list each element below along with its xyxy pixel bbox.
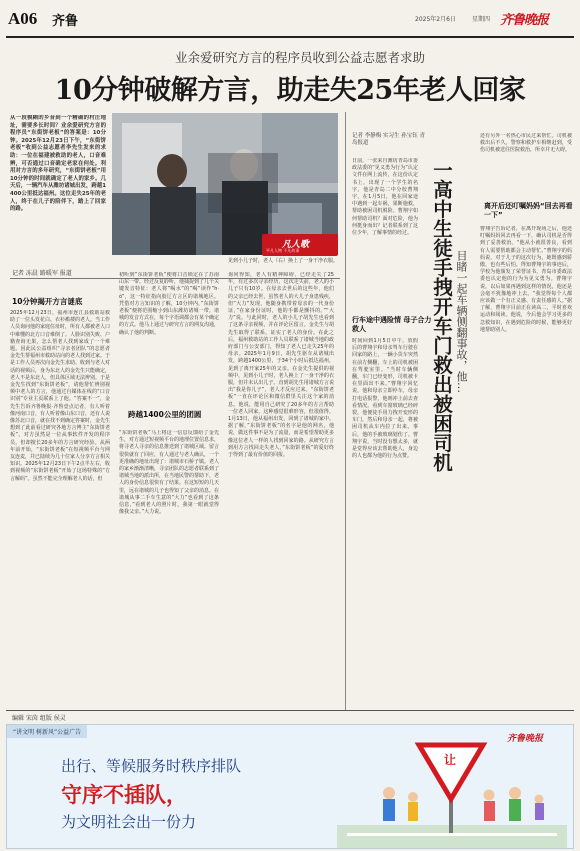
story-col-2a: 初听到”东街饼老板”便将口音锁定在了苏南山东一带。经过反复聆听，他捕捉到了几个关键发音特征：老人将”喝水”的”喝”读作”h·ò”，这一特征指向胶辽方言区的诸城地区。凭借对方言知识的了解，10分钟内，”东街饼老板”便将范围缩小到山东潍坊诸城一带。诸城的发音方式在，每个字语调都会有某个确定的方式。他马上通过与研究方言的网友沟通，确认了他的判断。 bbox=[119, 272, 219, 336]
photo-caption: 见到小儿子时，老人（右）换上了一身干净衣服。 bbox=[227, 258, 338, 264]
story-lede: 从一段模糊的乡音到一个精确的村庄地址，需要多长时间？业余爱研究方言的程序员“东街饼老板”的答案是：10分钟。2025年12月23日下午，“东街饼老板”收到公益志愿者李先生发来的求助：一位在福建被救助的老人，口音难辨，可否通过口音确定老家在何处。利用对方言的多年研究，“东街饼老板”用10分钟的时间就确定了老人的家乡。几天后，一辆汽车从潍坊诸城出发，跨越1400公里抵达福州。这位走失25年的老人，终于在儿子的陪伴下，踏上了回家的路。 bbox=[10, 115, 106, 213]
story-col-3: 询问得知，老人有精神障碍，已经走失了25年，有过多次寻亲经历，这次走失前，老人的小儿子只有10岁。在母亲去世后的这些年，他们的父亲已经去世，虽然老人的大儿子身患残疾，但”大力”发现，他随身携带着母亲的一代身份证，”在家身份证时，他的手都是颤抖的。”“大力”说。与此同时，老人的小儿子胡先生也看到了这条寻亲视频，并在评论区留言。金先生与胡先生取得了联系，证实了老人的身份。在此之后，福州救助站的工作人员联系了诸城当地的政府部门与公安部门，得知了老人已走失25年的母亲。2025年1月9日，胡先生驱车从诸城出发，跨越1400公里，于34个小时后抵达福州，见到了离开家25年的父亲。在金先生提供的视频中，见到小儿子时，老人换上了一身干净的衣服，但并未认出儿子。直到胡先生用诸城方言说出”我是你儿子”，老人才反应过来。“东街饼老板”一直在评论区和微信群里关注这个家的消息。他说，能用自己研究了20多年的方言帮助一位老人回家，这种感觉很难形容，但很值得。1月13日，他从福州出发，回到了诸城的家中。据了解，”东街饼老板”的名字是他的网名，他说，做这件事不是为了流量，而是希望帮助更多像这位老人一样的人找到回家的路。从研究方言到用方言找回走失老人，”东街饼老板”的爱好终于得到了最有价值的回报。 bbox=[228, 272, 334, 459]
yield-sign-text: 让 bbox=[444, 753, 457, 767]
story2-col-3: 还有另外一名热心市民过来帮忙。司机被救出后不久，警察和救护车相继赶到，受伤司机被送往医院救治，所幸并无大碍。 bbox=[480, 133, 572, 154]
story2-subhead-2: 离开后还叮嘱妈妈“回去再看一下” bbox=[484, 202, 573, 219]
feature-badge-label: 凡人歌 bbox=[282, 240, 310, 250]
psa-logo: 齐鲁晚报 bbox=[507, 734, 544, 744]
subhead-1: 10分钟揭开方言谜底 bbox=[12, 297, 83, 306]
feature-badge-sub: 平凡人物 不凡故事 bbox=[266, 248, 300, 253]
feature-badge bbox=[262, 234, 338, 256]
psa-illustration bbox=[337, 733, 567, 848]
story2-byline: 记者 李静梅 实习生 孙宝钰 青岛报道 bbox=[352, 133, 425, 146]
page-header bbox=[0, 0, 580, 38]
issue-weekday: 星期四 bbox=[472, 16, 491, 23]
psa-line-2: 守序不插队， bbox=[61, 783, 187, 807]
footer-rule bbox=[6, 710, 574, 711]
story-kicker: 业余爱研究方言的程序员收到公益志愿者求助 bbox=[174, 50, 425, 65]
story2-col-3b: 曹翔宇告诉记者，在离开现场之后，他还叮嘱妈妈回去再看一下，确认司机是否得到了妥善救治。“他从小就很善良，看到有人需要帮助都会主动帮忙。”曹翔宇的妈妈说，对于儿子的这次行为，她既感到骄傲，也有些后怕。得知曹翔宇的事迹后，学校为他颁发了荣誉证书，青岛市委政法委也认定他的行为为见义勇为。曹翔宇说，以后如果再遇到这样的情况，他还是会毫不犹豫地冲上去。“我觉得每个人都应该做一个有正义感、有责任感的人。”据了解，曹翔宇目前正在读高二，平时喜欢运动和阅读。他说，今后他会学习更多的急救知识，在遇到危险的时候，能够更好地帮助别人。 bbox=[480, 226, 572, 333]
issue-date: 2025年2月6日 bbox=[415, 16, 456, 23]
psa-line-3: 为文明社会出一份力 bbox=[61, 813, 197, 831]
story2-subhead-1: 行车途中遇险情 母子合力救人 bbox=[352, 316, 432, 333]
story2-col-2: 时间回到1月5日中午，放假后的曹翔宇和母亲驾车行驶在回家的路上，一辆小货车突然在前方侧翻，车上的司机被困在驾驶室里。“当时车辆侧翻，车门已经变形，司机被卡在里面出不来。”曹翔宇回忆说，他和母亲立即停车，母亲打电话报警，他则冲上前去查看情况。看到车窗玻璃已经碎裂，他便徒手用力拽开变形的车门，然后和母亲一起，将被困司机从车内拉了出来。事后，他的手被玻璃划伤了。曹翔宇说，当时没有想太多，就是觉得应该去帮助他人，身边的人也都为他的行为点赞。 bbox=[352, 338, 418, 460]
masthead-logo: 齐鲁晚报 bbox=[500, 13, 549, 28]
psa-ad bbox=[6, 724, 574, 849]
psa-corner-label: “讲文明 树新风”公益广告 bbox=[7, 725, 87, 738]
story-col-1: 2025年12月23日，福州市连江县救助站救助了一位头发花白、衣衫褴褛的老人。当工作人员询问他的家庭住址时，所有人都被老人口中难懂的北方口音难倒了。人脸识别失败、户籍查询无果，怎么帮老人找到家成了一个难题。因此民公益组织“寻亲者团队”的志愿者金先生帮福州市救助站向的老人找到过家。于是工作人员再次向金先生求助。收到与老人对话的视频后，身为东北人的金先生只能确定，老人不是东北人，但具体区域无法辨别。于是金先生找到“东街饼老板”，请他帮忙辨别视频中老人的方言，他通过自媒体在线的“口音识别”专业主页联系上了他。“答案不一”，金先生告诉齐鲁晚报·齐鲁壹点记者，有人听着像河南口音，有人听着像山东口音，还有人说像苏北口音，就在找不到确定答案时，金先生想到了此前看过研究各地方言博主“东街饼老板”。对方虽然是一位从事软件开发的程序员，但却擅长20多年的方言研究经验。从两年前开始，“东街饼老板”在短视频平台与网友连麦，并已陆续为几十位家人分享方言相关知识。2025年12月23日下午2点半左右，收到视频的“东街饼老板”开始了这场特殊的“方言解码”。虽然不能完全理解老人的话，但 bbox=[10, 310, 110, 482]
story2-vertical-headline: 一高中生徒手拽开车门救出被困司机 bbox=[430, 160, 453, 472]
story-headline: 10分钟破解方言，助走失25年老人回家 bbox=[54, 75, 526, 106]
footer-credits: 编辑 宋茵 组版 侯灵 bbox=[12, 715, 66, 722]
page-code: A06 bbox=[8, 9, 38, 28]
section-name: 齐鲁 bbox=[52, 14, 79, 29]
story-col-2b: “东街饼老板”马上将这一信息反馈给了金先生，对方通过短视频平台的地理位置信息求，将寻老人寻亲的信息推送到了诸城区域。留言很快就有了回应，有人通过与老人确认，一个更准确的地址出现了：诸城市石桥子镇。老人的家乡渐渐清晰，寻亲团队的志愿者联系到了诸城当地的派出所，在当地民警的帮助下，老人的身份信息很快有了结果。在这短短的几天里，远在诸城的儿子也得知了父亲的消息。在诸城从事二手车生意的”大力”也看到了这条信息，”看到老人的照片时，我第一眼就觉得像我父亲。”大力说。 bbox=[119, 430, 219, 516]
header-rule bbox=[6, 36, 574, 38]
story2-col-1: 日前，一张来自潍坊青岛市委政法委的“见义勇为行为”认定文件在网上流传，在这份认定书上，出现了一个学生的名字。他是青岛二中分校曹翔宇，在1月5日，他在回家途中遇到一起车祸，果断施救，帮助被困司机脱险。曹翔宇如何帮助司机？面对危险，他为何挺身而出？记者联系到了这位少年，了解事情的经过。 bbox=[352, 158, 418, 237]
subhead-2: 跨越1400公里的团圆 bbox=[128, 410, 202, 419]
psa-line-1: 出行、等候服务时秩序排队 bbox=[61, 757, 242, 775]
story2-vertical-subhead: 目睹一起车辆侧翻事故，他… bbox=[455, 250, 468, 393]
story-byline: 记者 冻晨 路暖军 报道 bbox=[12, 270, 72, 277]
column-divider bbox=[345, 112, 346, 710]
